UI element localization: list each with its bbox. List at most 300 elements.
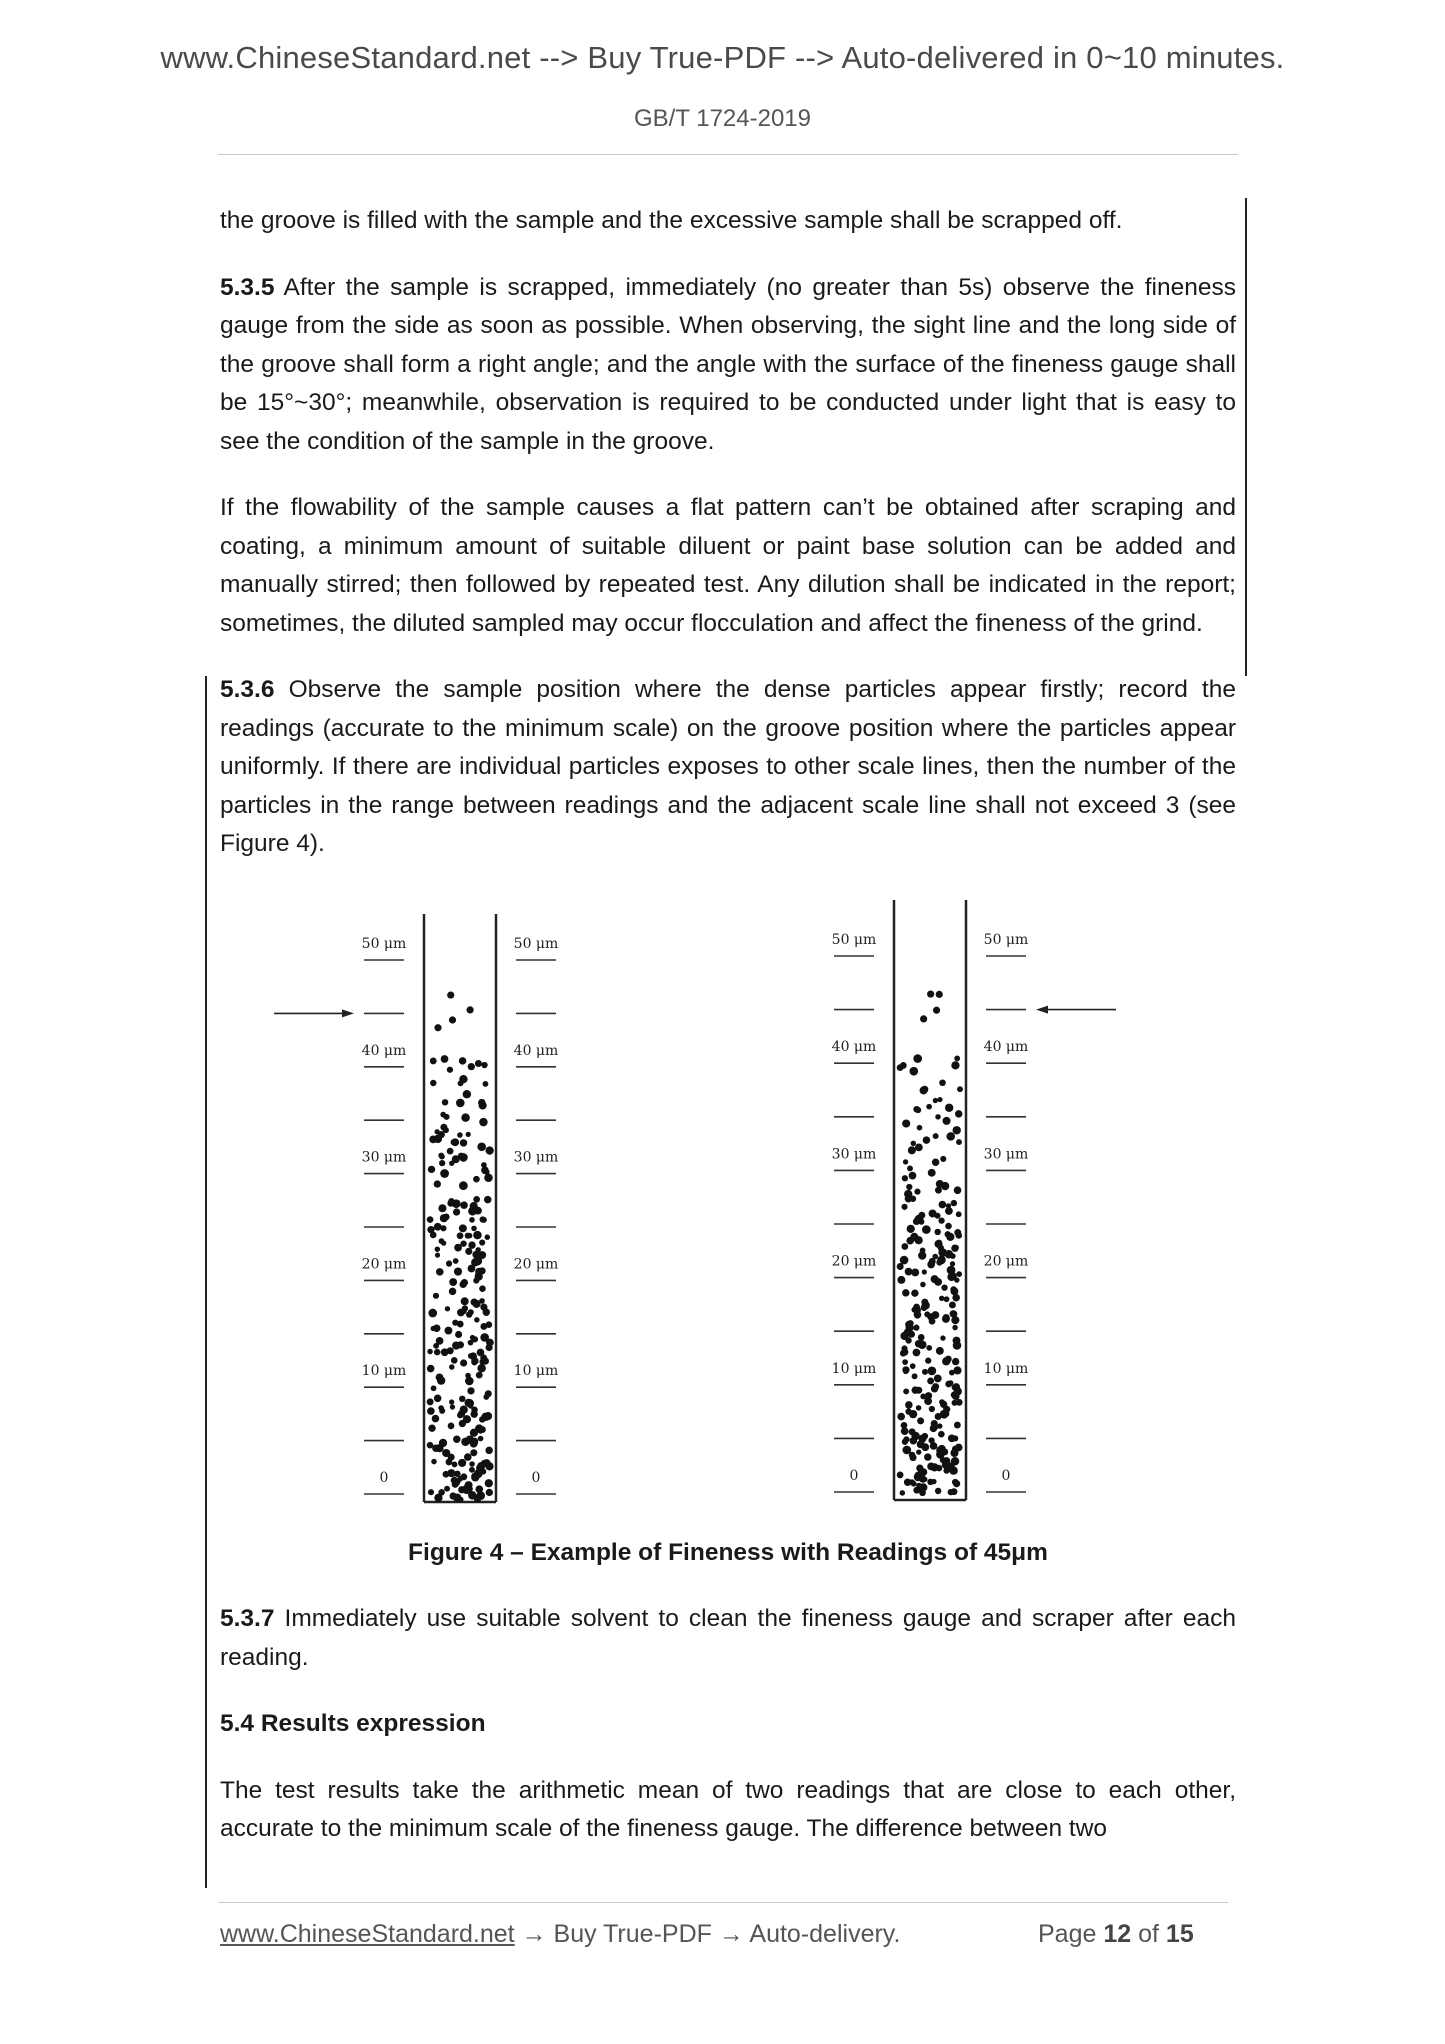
scale-label-left: 50 μm [831, 931, 877, 948]
particle [446, 1260, 452, 1266]
particle [930, 1442, 938, 1450]
particle [921, 1304, 928, 1311]
particle [901, 1243, 908, 1250]
particle [918, 1340, 927, 1349]
particle [914, 1188, 920, 1194]
particle [934, 1228, 940, 1234]
particle [932, 1158, 939, 1165]
particle [954, 1421, 961, 1428]
particle [451, 1138, 458, 1145]
particle [940, 1155, 946, 1161]
particle [486, 1488, 493, 1495]
particle [928, 1366, 937, 1375]
particle [956, 1271, 962, 1277]
scale-label-right: 10 μm [513, 1362, 559, 1379]
particle [951, 1061, 959, 1069]
scale-label-left: 50 μm [361, 935, 407, 952]
particle [957, 1086, 963, 1092]
particle [447, 1147, 454, 1154]
particle [901, 1421, 908, 1428]
particle [459, 1057, 466, 1064]
particle [454, 1267, 462, 1275]
particle [480, 1468, 486, 1474]
particle [902, 1289, 909, 1296]
particle [922, 1225, 931, 1234]
particle [922, 1476, 927, 1481]
particle [439, 1407, 445, 1413]
particle [481, 1061, 487, 1067]
figure-caption: Figure 4 – Example of Fineness with Readings of 45μm [408, 1538, 1048, 1566]
particle [460, 1201, 468, 1209]
particle [936, 1346, 944, 1354]
particle [910, 1363, 916, 1369]
particle [952, 1324, 957, 1329]
particle [471, 1357, 478, 1364]
particle [912, 1373, 918, 1379]
particle [477, 1364, 486, 1373]
particle [916, 1405, 922, 1411]
paragraph-flowability: If the flowability of the sample causes a flat pattern can’t be obtained after scraping and coating, a minimum amount of suitable diluent or paint base solution can be added and manually stirred; then followed by repeated test. Any dilution shall be indicated in the report; sometimes, the diluted sampled may occur flocculation and affect the fineness of the grind. [220, 494, 1236, 637]
particle [457, 1320, 464, 1327]
scale-label-right: 20 μm [513, 1255, 559, 1272]
particle [917, 1124, 923, 1130]
particle [448, 1198, 454, 1204]
reading-arrowhead [1036, 1005, 1048, 1013]
particle [481, 1162, 487, 1168]
particle [457, 1132, 463, 1138]
particle [909, 1410, 917, 1418]
footer-text [220, 1920, 900, 1949]
particle [931, 1478, 936, 1483]
particle [457, 1411, 463, 1417]
particle [953, 1366, 961, 1374]
header-banner: www.ChineseStandard.net --> Buy True-PDF --> Auto-delivered in 0~10 minutes. [160, 40, 1285, 75]
particle [461, 1113, 470, 1122]
particle [913, 1324, 919, 1330]
particle [463, 1089, 471, 1097]
scale-label-right: 0 [531, 1469, 541, 1486]
particle [950, 1286, 957, 1293]
particle [460, 1359, 467, 1366]
clause-5-3-5 [220, 269, 1236, 462]
particle [956, 1398, 963, 1405]
particle [927, 1260, 935, 1268]
particle [456, 1098, 465, 1107]
particle [483, 1080, 489, 1086]
particle [942, 1314, 950, 1322]
particle [443, 1127, 449, 1133]
particle [483, 1394, 489, 1400]
particle [440, 1225, 446, 1231]
particle [427, 1364, 435, 1372]
particle [915, 1386, 922, 1393]
particle [468, 1264, 476, 1272]
particle [897, 1064, 904, 1071]
particle [459, 1419, 466, 1426]
particle [452, 1480, 459, 1487]
particle [925, 1357, 931, 1363]
clause-number: 5.3.7 [220, 1605, 275, 1632]
particle [913, 1486, 920, 1493]
particle [938, 1217, 944, 1223]
particle [461, 1297, 469, 1305]
particle [905, 1267, 913, 1275]
particle [438, 1204, 446, 1212]
particle [902, 1119, 910, 1127]
particle [913, 1348, 921, 1356]
scale-label-right: 30 μm [983, 1145, 1029, 1162]
particle [897, 1262, 904, 1269]
particle [897, 1471, 904, 1478]
footer-link[interactable]: www.ChineseStandard.net [220, 1920, 515, 1948]
particle [948, 1434, 956, 1442]
particle [936, 1446, 944, 1454]
particle [475, 1270, 482, 1277]
particle [940, 1335, 945, 1340]
section-5-4-heading [220, 1705, 1236, 1744]
particle [481, 1412, 489, 1420]
particle [939, 1200, 947, 1208]
scale-label-left: 20 μm [831, 1253, 877, 1270]
clause-number: 5.3.6 [220, 676, 275, 703]
clause-text: Immediately use suitable solvent to clean the fineness gauge and scraper after each reading. [220, 1605, 1236, 1671]
particle [453, 1208, 460, 1215]
particle [928, 1168, 936, 1176]
scale-label-right: 50 μm [513, 935, 559, 952]
change-bar-right [1245, 198, 1247, 676]
particle [473, 1277, 479, 1283]
particle [900, 1490, 905, 1495]
scale-label-right: 40 μm [983, 1038, 1029, 1055]
particle [466, 1311, 472, 1317]
particle [466, 1131, 471, 1136]
particle [430, 1057, 437, 1064]
particle [918, 1251, 926, 1259]
particle [901, 1203, 907, 1209]
particle [477, 1142, 486, 1151]
particle [474, 1495, 481, 1502]
particle [943, 1467, 949, 1473]
clause-number: 5.3.5 [220, 273, 275, 301]
particle [473, 1299, 481, 1307]
particle [935, 1212, 941, 1218]
particle [945, 1380, 952, 1387]
particle [926, 1103, 932, 1109]
particle [903, 1368, 908, 1373]
particle [950, 1261, 955, 1266]
particle [474, 1206, 482, 1214]
particle [473, 1195, 480, 1202]
particle [952, 1392, 960, 1400]
particle [944, 1296, 950, 1302]
particle [937, 1096, 942, 1101]
particle [468, 1063, 475, 1070]
particle [440, 1214, 448, 1222]
particle [911, 1480, 917, 1486]
particle [469, 1217, 475, 1223]
particle [474, 1317, 480, 1323]
particle [942, 1357, 950, 1365]
clause-text: After the sample is scrapped, immediately (no greater than 5s) observe the fineness gauge from the side as soon as possible. When observing, the sight line and the long side of the groove shall form a right angle; and the angle with the surface of the fineness gauge shall be 15°~30°; meanwhile, observation is required to be conducted under light that is easy to see the condition of the sample in the groove. [220, 273, 1236, 455]
particle [479, 1426, 486, 1433]
particle [465, 1247, 472, 1254]
particle [954, 1186, 962, 1194]
particle [447, 1066, 453, 1072]
particle [458, 1458, 466, 1466]
particle [910, 1436, 918, 1444]
particle [937, 1423, 942, 1428]
particle [956, 1211, 962, 1217]
particle [897, 1275, 905, 1283]
particle [468, 1403, 473, 1408]
particle [911, 1289, 918, 1296]
particle [449, 1492, 456, 1499]
particle [951, 1199, 957, 1205]
particle [922, 1368, 928, 1374]
particle [909, 1428, 916, 1435]
scale-label-left: 30 μm [361, 1149, 407, 1166]
particle [460, 1139, 467, 1146]
particle [956, 1232, 963, 1239]
particle [441, 1348, 449, 1356]
particle [432, 1414, 440, 1422]
particle [452, 1155, 460, 1163]
particle [452, 1461, 458, 1467]
particle [485, 1462, 493, 1470]
particle [478, 1435, 484, 1441]
scale-label-right: 10 μm [983, 1360, 1029, 1377]
particle [453, 1258, 459, 1264]
particle [465, 1376, 474, 1385]
particle [436, 1268, 444, 1276]
particle [949, 1369, 955, 1375]
particle [955, 1110, 962, 1117]
particle [468, 1241, 475, 1248]
particle [479, 1285, 486, 1292]
page-body [220, 202, 1236, 1877]
scale-label-left: 30 μm [831, 1145, 877, 1162]
page-number [1038, 1920, 1194, 1949]
page-total: 15 [1165, 1920, 1194, 1948]
fineness-gauge-illustration [220, 892, 1236, 1522]
footer-divider [218, 1902, 1228, 1903]
particle [941, 1181, 949, 1189]
particle [428, 1308, 437, 1317]
particle [471, 1437, 479, 1445]
particle [479, 1239, 485, 1245]
particle [483, 1308, 490, 1315]
particle [443, 1470, 450, 1477]
particle [907, 1224, 915, 1232]
particle [447, 991, 454, 998]
particle [430, 1079, 436, 1085]
particle [906, 1183, 912, 1189]
particle [924, 1453, 931, 1460]
particle [903, 1388, 909, 1394]
particle [468, 1339, 474, 1345]
scale-label-left: 40 μm [361, 1042, 407, 1059]
particle [470, 1449, 477, 1456]
particle [473, 1175, 480, 1182]
scale-label-right: 50 μm [983, 931, 1029, 948]
particle [469, 1466, 475, 1472]
particle [451, 1357, 458, 1364]
particle [926, 1344, 932, 1350]
particle [931, 1385, 938, 1392]
particle [906, 1236, 914, 1244]
particle [934, 1278, 942, 1286]
particle [953, 1341, 962, 1350]
particle [434, 1222, 442, 1230]
particle [428, 1165, 435, 1172]
particle [461, 1278, 468, 1285]
particle [897, 1412, 905, 1420]
particle [952, 1357, 959, 1364]
particle [476, 1371, 483, 1378]
particle [910, 1454, 917, 1461]
particle [471, 1473, 479, 1481]
particle [952, 1293, 960, 1301]
particle [946, 1232, 954, 1240]
particle [900, 1350, 906, 1356]
scale-label-left: 20 μm [361, 1255, 407, 1272]
particle [918, 1211, 925, 1218]
particle [927, 1377, 934, 1384]
particle [485, 1234, 490, 1239]
particle [907, 1165, 913, 1171]
particle [950, 1272, 956, 1278]
particle [434, 1348, 441, 1355]
particle [439, 1160, 445, 1166]
particle [937, 1255, 946, 1264]
particle [918, 1218, 924, 1224]
particle [949, 1301, 956, 1308]
particle [905, 1401, 912, 1408]
particle [900, 1255, 909, 1264]
particle [475, 1060, 482, 1067]
particle [915, 1143, 923, 1151]
figure-4 [220, 892, 1236, 1522]
clause-5-3-7 [220, 1600, 1236, 1677]
particle [950, 1448, 958, 1456]
page-word: Page [1038, 1920, 1097, 1948]
particle [479, 1101, 487, 1109]
particle [443, 1113, 449, 1119]
particle [430, 1231, 437, 1238]
particle [435, 1444, 443, 1452]
particle [450, 1278, 456, 1284]
particle [444, 1485, 450, 1491]
particle [434, 1024, 441, 1031]
particle [435, 1246, 440, 1251]
particle [911, 1268, 919, 1276]
particle [913, 1105, 920, 1112]
particle [916, 1449, 921, 1454]
particle [448, 1422, 455, 1429]
particle [923, 1136, 931, 1144]
particle [933, 1006, 940, 1013]
scale-label-right: 30 μm [513, 1149, 559, 1166]
particle [428, 1424, 435, 1431]
particle [485, 1446, 492, 1453]
scale-label-left: 0 [379, 1469, 389, 1486]
paragraph-groove: the groove is filled with the sample and the excessive sample shall be scrapped off. [220, 207, 1123, 234]
particle [449, 1399, 454, 1404]
particle [442, 1099, 448, 1105]
particle [929, 1317, 936, 1324]
particle [485, 1146, 493, 1154]
particle [938, 1248, 947, 1257]
particle [939, 1295, 944, 1300]
particle [929, 1405, 935, 1411]
particle [473, 1230, 481, 1238]
particle [909, 1066, 918, 1075]
particle [935, 1114, 940, 1119]
particle [953, 1126, 961, 1134]
change-bar-left [205, 676, 207, 1888]
particle [459, 1395, 465, 1401]
particle [919, 1489, 926, 1496]
particle [933, 1097, 938, 1102]
particle [450, 1404, 455, 1409]
particle [484, 1195, 492, 1203]
particle [934, 1374, 942, 1382]
particle [903, 1159, 908, 1164]
particle [433, 1292, 439, 1298]
particle [914, 1311, 922, 1319]
scale-label-right: 0 [1001, 1467, 1011, 1484]
particle [454, 1243, 462, 1251]
particle [945, 1103, 953, 1111]
particle [458, 1486, 465, 1493]
particle [440, 1169, 449, 1178]
particle [945, 1207, 953, 1215]
scale-label-right: 40 μm [513, 1042, 559, 1059]
particle [449, 1364, 455, 1370]
particle [920, 1393, 926, 1399]
particle [466, 1006, 473, 1013]
particle [457, 1232, 464, 1239]
particle [444, 1326, 452, 1334]
header-divider [218, 154, 1238, 155]
particle [428, 1489, 434, 1495]
scale-label-left: 40 μm [831, 1038, 877, 1055]
particle [481, 1216, 487, 1222]
particle [909, 1171, 917, 1179]
section-heading: 5.4 Results expression [220, 1710, 486, 1737]
particle [467, 1387, 474, 1394]
particle [918, 1333, 925, 1340]
particle [922, 1269, 927, 1274]
particle [431, 1458, 437, 1464]
particle [464, 1453, 472, 1461]
particle [956, 1139, 962, 1145]
particle [486, 1343, 493, 1350]
particle [950, 1253, 956, 1259]
footer-rest: → Buy True-PDF → Auto-delivery. [514, 1920, 901, 1948]
particle [441, 1055, 449, 1063]
particle [470, 1428, 478, 1436]
particle [449, 1016, 456, 1023]
particle [427, 1216, 434, 1223]
particle [434, 1180, 441, 1187]
particle [459, 1181, 468, 1190]
particle [438, 1152, 444, 1158]
particle [480, 1354, 487, 1361]
particle [452, 1341, 460, 1349]
particle [917, 1417, 924, 1424]
particle [427, 1407, 435, 1415]
